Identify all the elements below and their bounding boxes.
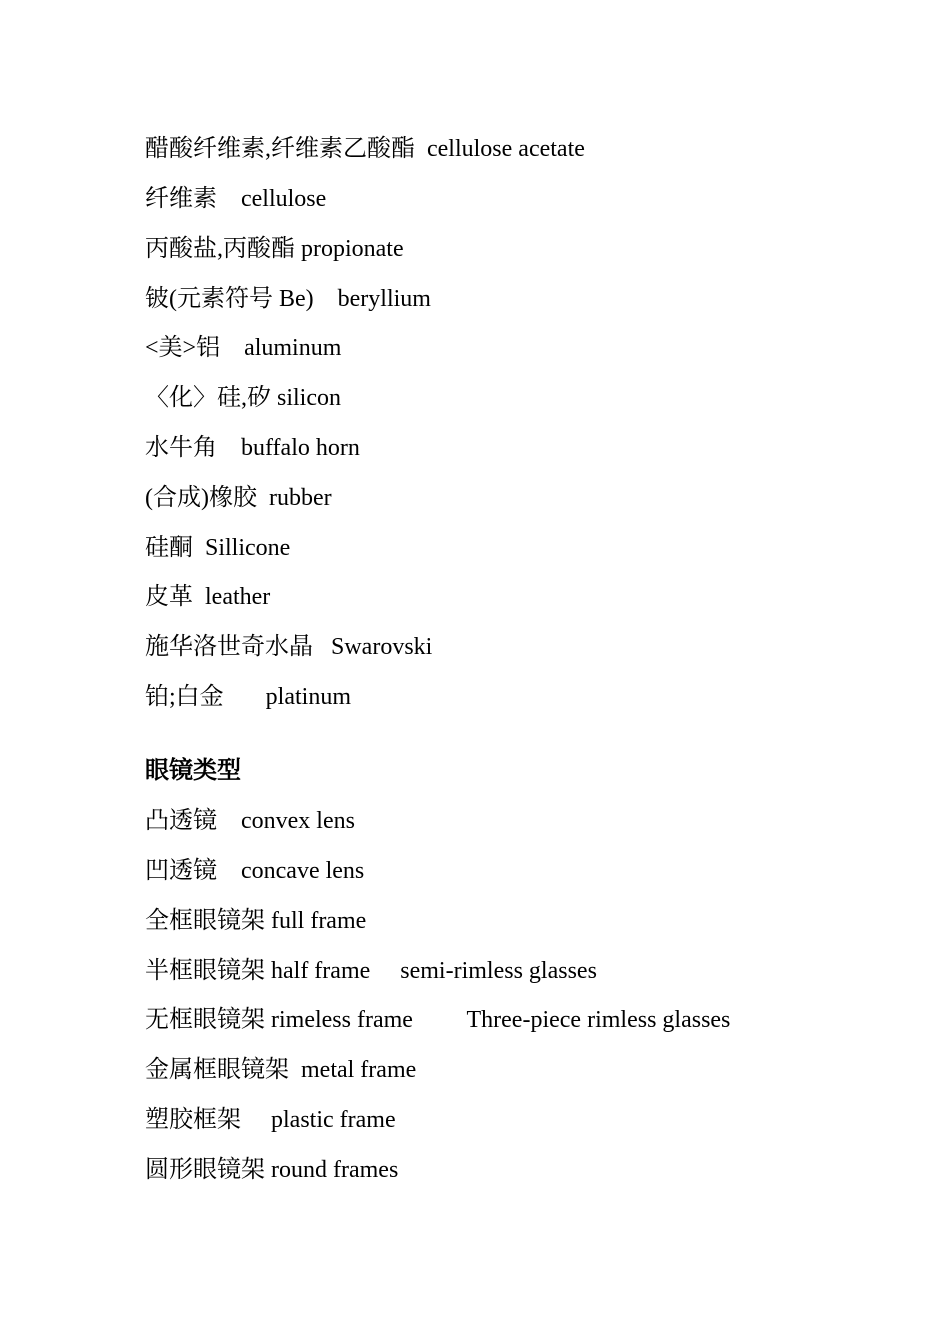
term-line: 金属框眼镜架 metal frame <box>145 1057 417 1083</box>
term-line: 纤维素 cellulose <box>145 186 327 212</box>
term-line: 水牛角 buffalo horn <box>145 435 360 461</box>
term-line: 凹透镜 concave lens <box>145 858 365 884</box>
term-line: 〈化〉硅,矽 silicon <box>145 385 341 411</box>
term-line: 凸透镜 convex lens <box>145 808 355 834</box>
section-heading: 眼镜类型 <box>145 758 241 784</box>
term-line: 醋酸纤维素,纤维素乙酸酯 cellulose acetate <box>145 136 585 162</box>
term-line: 全框眼镜架 full frame <box>145 908 367 934</box>
term-line: 无框眼镜架 rimeless frame Three-piece rimless glasses <box>145 1007 731 1033</box>
term-line: 圆形眼镜架 round frames <box>145 1157 399 1183</box>
term-line: <美>铝 aluminum <box>145 335 342 361</box>
term-line: 硅酮 Sillicone <box>145 535 291 561</box>
term-line: (合成)橡胶 rubber <box>145 485 332 511</box>
term-line: 施华洛世奇水晶 Swarovski <box>145 634 433 660</box>
term-line: 丙酸盐,丙酸酯 propionate <box>145 236 404 262</box>
term-line: 铍(元素符号 Be) beryllium <box>145 286 431 312</box>
term-line: 半框眼镜架 half frame semi-rimless glasses <box>145 958 597 984</box>
term-line: 皮革 leather <box>145 584 271 610</box>
term-line: 铂;白金 platinum <box>145 684 351 710</box>
term-line: 塑胶框架 plastic frame <box>145 1107 396 1133</box>
